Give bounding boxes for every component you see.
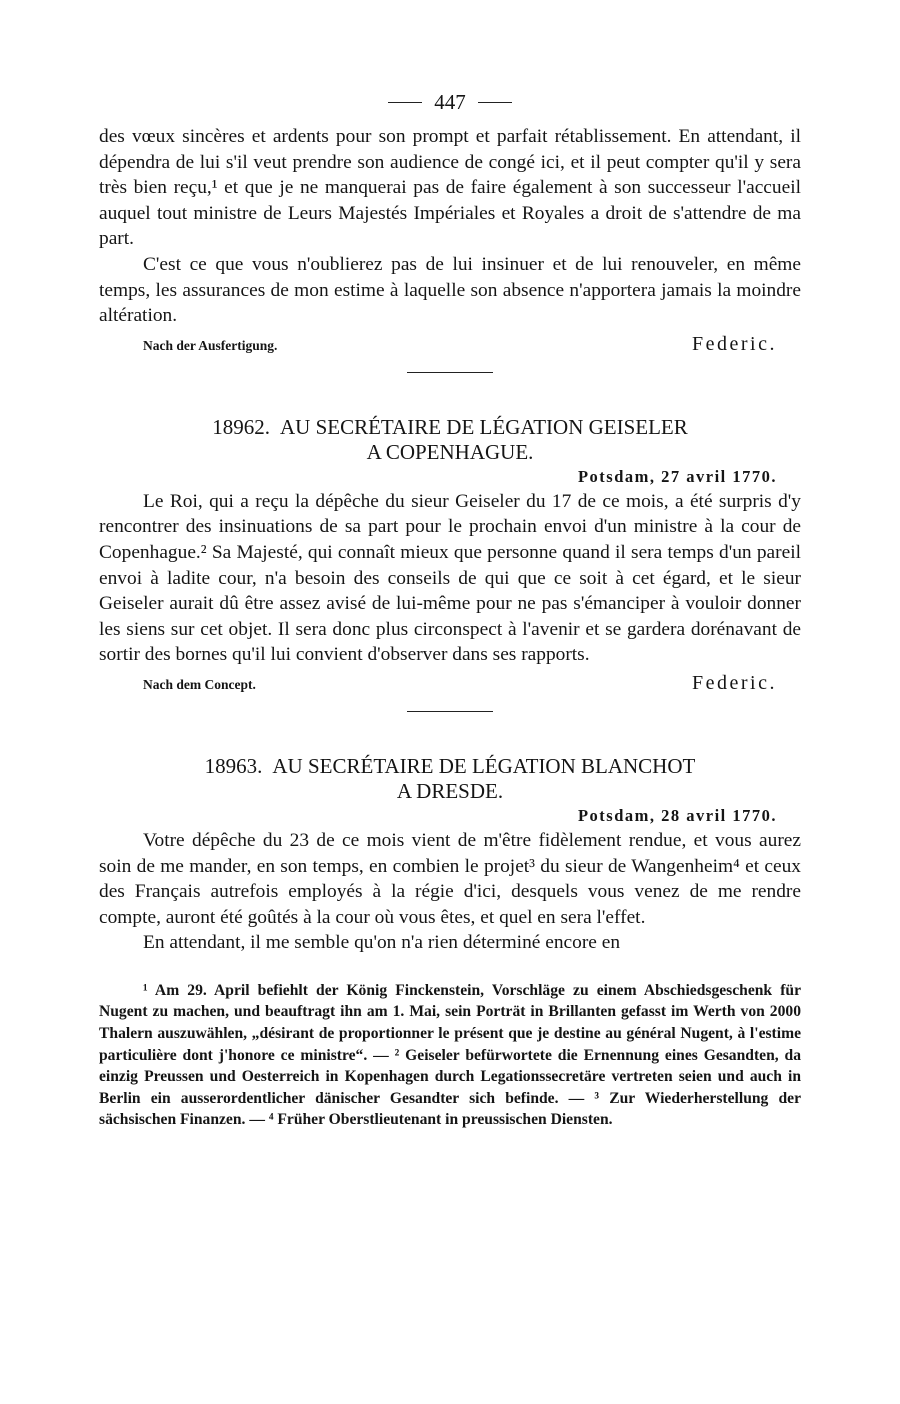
signature: Federic. bbox=[692, 332, 777, 355]
continuation-paragraph-1: des vœux sincères et ardents pour son prompt et parfait rétablissement. En attendant, il dépendra de lui s'il veut prendre son audience de congé ici, et il peut compter qu'il y sera très bien reçu,¹ et que je ne manquerai pas de faire également à son successeur l'accueil auquel tout ministre de Leurs Majestés Impériales et Royales a droit de s'attendre de ma part. bbox=[99, 126, 801, 250]
document-page bbox=[99, 86, 801, 1131]
letter-body-continued: En attendant, il me semble qu'on n'a rien déterminé encore en bbox=[143, 932, 621, 954]
dateline: Potsdam, 28 avril 1770. bbox=[577, 805, 777, 825]
letter-title-line2: A DRESDE. bbox=[396, 778, 504, 803]
page-header bbox=[99, 86, 801, 118]
letter-number: 18963. bbox=[204, 753, 263, 778]
letter-title-line2: A COPENHAGUE. bbox=[366, 439, 534, 464]
footnotes bbox=[99, 980, 801, 1131]
letter-title: AU SECRÉTAIRE DE LÉGATION GEISELER bbox=[279, 414, 688, 439]
footnote-text: ¹ Am 29. April befiehlt der König Finckenstein, Vorschläge zu einem Abschiedsgeschenk für Nugent zu machen, und beauftragt ihn am 1. Mai, sein Porträt in Brillanten gefasst im Werth von 2000 Thalern auszuwählen, „désirant de proportionner le présent que je destine au général Nugent, à l'estime particulière dont j'honore ce ministre“. — ² Geiseler befürwortete die Ernennung eines Gesandten, da einzig Preussen und Oesterreich in Kopenhagen durch Legationssecretäre vertreten seien und auch in Berlin ein ausserordentlicher dänischer Gesandter sich befinde. — ³ Zur Wiederherstellung der sächsischen Finanzen. — ⁴ Früher Oberstlieutenant in preussischen Diensten. bbox=[99, 981, 801, 1129]
source-note: Nach dem Concept. bbox=[143, 676, 256, 692]
letter-source-row bbox=[99, 672, 801, 695]
letter-heading-18962 bbox=[99, 415, 801, 465]
letter-title: AU SECRÉTAIRE DE LÉGATION BLANCHOT bbox=[272, 753, 696, 778]
left-dash bbox=[388, 102, 422, 103]
continuation-source-row bbox=[99, 333, 801, 356]
letter-number: 18962. bbox=[212, 414, 270, 439]
dateline: Potsdam, 27 avril 1770. bbox=[577, 466, 777, 486]
letter-heading-18963 bbox=[99, 754, 801, 804]
section-divider bbox=[407, 711, 493, 712]
right-dash bbox=[478, 102, 512, 103]
source-note: Nach der Ausfertigung. bbox=[143, 337, 278, 353]
letter-body: Le Roi, qui a reçu la dépêche du sieur Geiseler du 17 de ce mois, a été surpris d'y rencontrer des insinuations de sa part pour le prochain envoi d'un ministre à la cour de Copenhague.² Sa Majesté, qui connaît mieux que personne quand il sera temps d'un pareil envoi à ladite cour, n'a besoin des conseils de qui que ce soit à cet égard, et le sieur Geiseler aurait dû être assez avisé de lui-même pour ne pas s'émanciper à vouloir donner les siens sur cet objet. Il sera donc plus circonspect à l'avenir et se gardera dorénavant de sortir des bornes qu'il lui convient d'observer dans ses rapports. bbox=[99, 490, 801, 666]
continuation-paragraph-2: C'est ce que vous n'oublierez pas de lui insinuer et de lui renouveler, en même temps, les assurances de mon estime à laquelle son absence n'apportera jamais la moindre altération. bbox=[99, 253, 801, 327]
section-divider bbox=[407, 372, 493, 373]
page-number: 447 bbox=[434, 89, 466, 114]
letter-body: Votre dépêche du 23 de ce mois vient de m'être fidèlement rendue, et vous aurez soin de me mander, en son temps, en combien le projet³ du sieur de Wangenheim⁴ et ceux des Français autrefois employés à la régie d'ici, desquels vous venez de me rendre compte, auront été goûtés à la cour où vous êtes, et quel en sera l'effet. bbox=[99, 829, 801, 928]
signature: Federic. bbox=[692, 671, 777, 694]
